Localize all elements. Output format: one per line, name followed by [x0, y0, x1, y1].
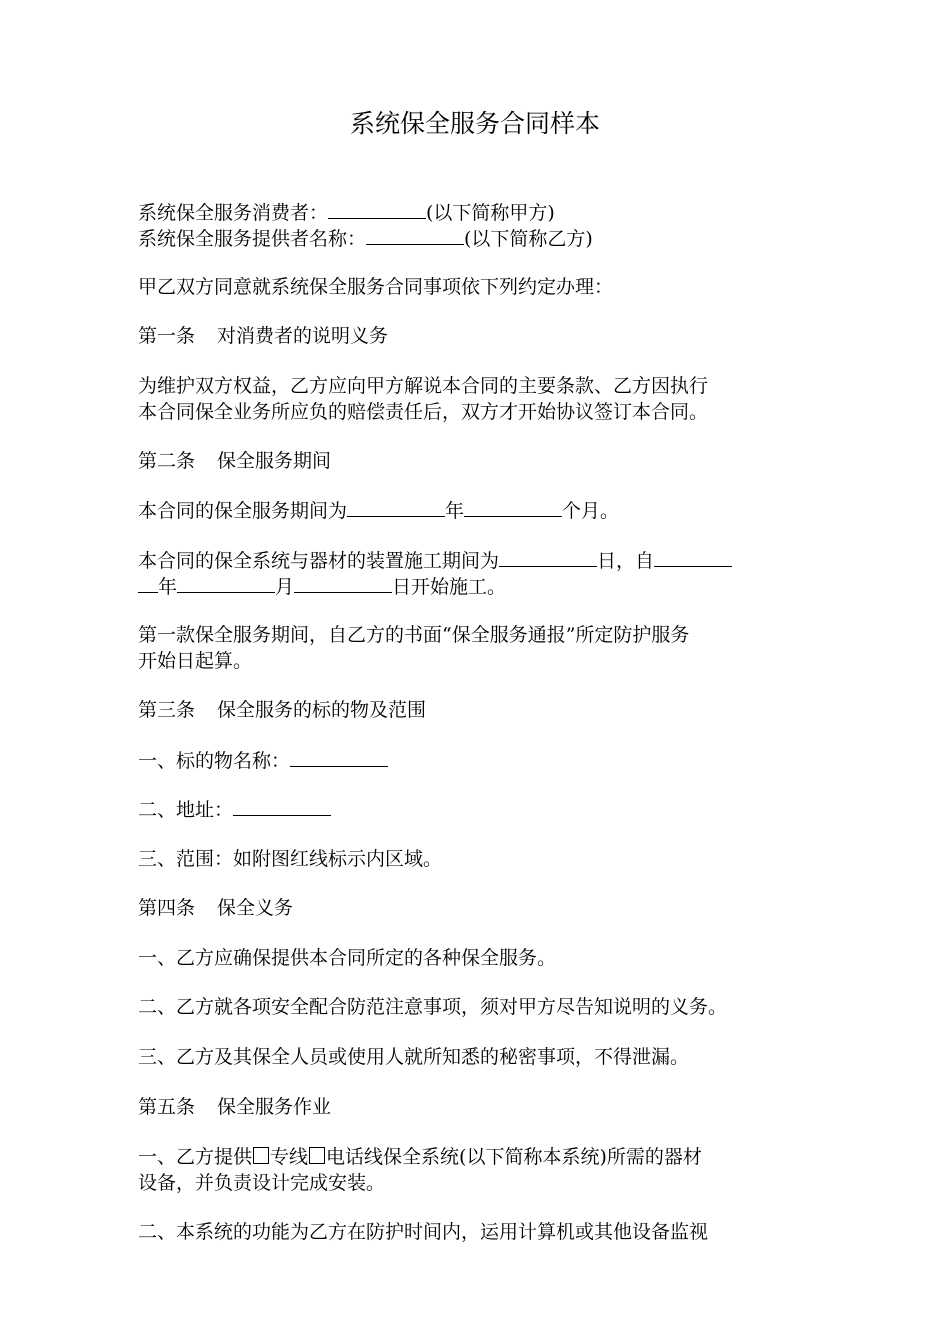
service-period-line: [138, 498, 828, 524]
consumer-label: 系统保全服务消费者：: [138, 202, 329, 224]
scope-line: 三、范围：如附图红线标示内区域。: [138, 848, 443, 870]
period-year-unit: 年: [445, 500, 465, 522]
period-month-unit: 个月。: [562, 500, 620, 522]
install-period-line2: [138, 574, 828, 600]
article4-item3: 三、乙方及其保全人员或使用人就所知悉的秘密事项，不得泄漏。: [138, 1046, 690, 1068]
provider-line: [138, 226, 828, 252]
article5-title: 保全服务作业: [217, 1096, 332, 1118]
article4-title: 保全义务: [217, 897, 294, 919]
period-months-blank[interactable]: [464, 498, 562, 517]
article5-heading: [138, 1095, 828, 1120]
article4-item2: 二、乙方就各项安全配合防范注意事项，须对甲方尽告知说明的义务。: [138, 996, 728, 1018]
article5-item1-line1: [138, 1145, 828, 1170]
article1-heading: [138, 324, 828, 349]
phone-line-label: 电话线保全系统(以下简称本系统)所需的器材: [326, 1146, 702, 1168]
install-year-unit: 年: [158, 576, 178, 598]
install-year-blank-a[interactable]: [654, 548, 732, 567]
start-date-line1: 第一款保全服务期间，自乙方的书面“保全服务通报”所定防护服务: [138, 624, 690, 646]
install-start: 日开始施工。: [392, 576, 507, 598]
article2-number: 第二条: [138, 450, 196, 472]
article3-title: 保全服务的标的物及范围: [217, 699, 427, 721]
article1-number: 第一条: [138, 325, 196, 347]
dedicated-line-checkbox[interactable]: [253, 1147, 269, 1164]
provider-blank[interactable]: [366, 226, 464, 245]
install-month-blank[interactable]: [177, 574, 275, 593]
article2-title: 保全服务期间: [217, 450, 332, 472]
article4-item1: 一、乙方应确保提供本合同所定的各种保全服务。: [138, 947, 557, 969]
consumer-line: [138, 200, 828, 226]
document-title: 系统保全服务合同样本: [349, 109, 600, 138]
article5-number: 第五条: [138, 1096, 196, 1118]
subject-name-line: [138, 748, 828, 774]
provider-label: 系统保全服务提供者名称：: [138, 228, 367, 250]
address-label: 二、地址：: [138, 799, 234, 821]
consumer-suffix: (以下简称甲方): [426, 202, 555, 224]
install-day-blank[interactable]: [294, 574, 392, 593]
article1-para-line1: 为维护双方权益，乙方应向甲方解说本合同的主要条款、乙方因执行: [138, 375, 709, 397]
article1-title: 对消费者的说明义务: [217, 325, 389, 347]
phone-line-checkbox[interactable]: [309, 1147, 325, 1164]
address-blank[interactable]: [233, 797, 331, 816]
article5-item1-line2: 设备，并负责设计完成安装。: [138, 1172, 386, 1194]
article5-item2: 二、本系统的功能为乙方在防护时间内，运用计算机或其他设备监视: [138, 1221, 709, 1243]
article3-heading: [138, 698, 828, 723]
install-month-unit: 月: [275, 576, 295, 598]
install-period-line1: [138, 548, 828, 574]
article1-para-line2: 本合同保全业务所应负的赔偿责任后，双方才开始协议签订本合同。: [138, 401, 709, 423]
article3-number: 第三条: [138, 699, 196, 721]
start-date-line2: 开始日起算。: [138, 650, 253, 672]
install-year-blank-b[interactable]: [138, 574, 158, 593]
provider-suffix: (以下简称乙方): [464, 228, 593, 250]
period-years-blank[interactable]: [347, 498, 445, 517]
install-label: 本合同的保全系统与器材的装置施工期间为: [138, 550, 500, 572]
install-days-blank[interactable]: [499, 548, 597, 567]
article2-heading: [138, 449, 828, 474]
period-label: 本合同的保全服务期间为: [138, 500, 348, 522]
install-from: 日，自: [597, 550, 655, 572]
dedicated-line-label: 专线: [270, 1146, 309, 1168]
subject-name-blank[interactable]: [290, 748, 388, 767]
intro-text: 甲乙双方同意就系统保全服务合同事项依下列约定办理：: [138, 276, 614, 298]
article4-number: 第四条: [138, 897, 196, 919]
article4-heading: [138, 896, 828, 921]
item1-prefix: 一、乙方提供: [138, 1146, 253, 1168]
subject-name-label: 一、标的物名称：: [138, 750, 291, 772]
consumer-blank[interactable]: [328, 200, 426, 219]
address-line: [138, 797, 828, 823]
